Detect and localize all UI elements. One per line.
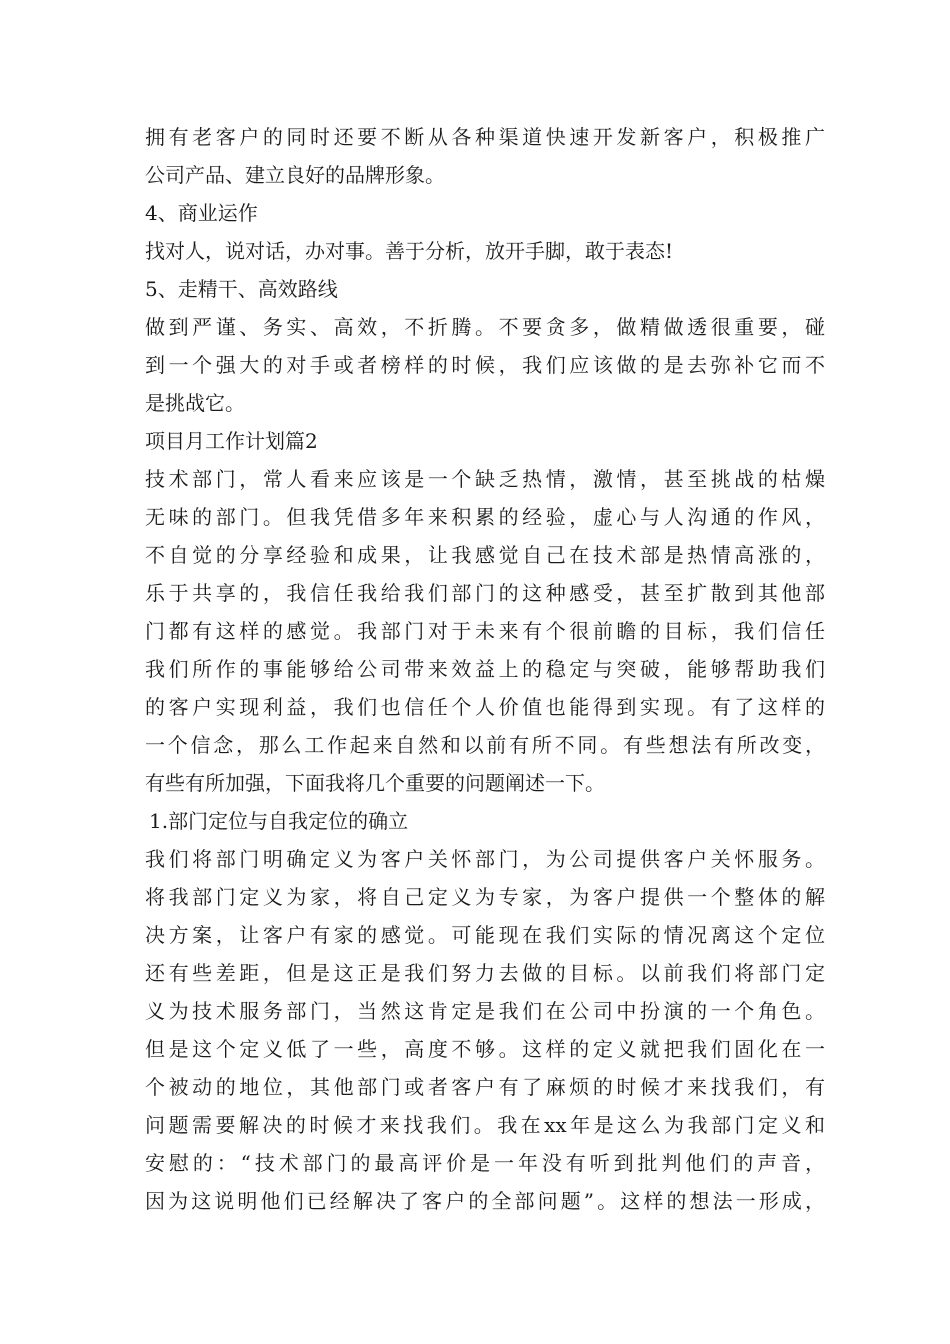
paragraph-line: 不自觉的分享经验和成果，让我感觉自己在技术部是热情高涨的， — [145, 543, 825, 567]
paragraph-line: 公司产品、建立良好的品牌形象。 — [145, 163, 445, 187]
paragraph-line: 是挑战它。 — [145, 391, 245, 415]
paragraph-line: 因为这说明他们已经解决了客户的全部问题”。这样的想法一形成， — [145, 1189, 825, 1213]
paragraph-line: 我们所作的事能够给公司带来效益上的稳定与突破，能够帮助我们 — [145, 657, 825, 681]
paragraph-line: 门都有这样的感觉。我部门对于未来有个很前瞻的目标，我们信任 — [145, 619, 825, 643]
paragraph-line: 的客户实现利益，我们也信任个人价值也能得到实现。有了这样的 — [145, 695, 825, 719]
section-heading: 4、商业运作 — [145, 201, 258, 225]
paragraph-line: 做到严谨、务实、高效，不折腾。不要贪多，做精做透很重要，碰 — [145, 315, 825, 339]
article-title: 项目月工作计划篇2 — [145, 429, 318, 453]
paragraph-line: 找对人，说对话，办对事。善于分析，放开手脚，敢于表态! — [145, 239, 674, 263]
paragraph-line: 还有些差距，但是这正是我们努力去做的目标。以前我们将部门定 — [145, 961, 825, 985]
paragraph-line: 一个信念，那么工作起来自然和以前有所不同。有些想法有所改变， — [145, 733, 825, 757]
paragraph-line: 有些有所加强，下面我将几个重要的问题阐述一下。 — [145, 771, 605, 795]
paragraph-line: 问题需要解决的时候才来找我们。我在xx年是这么为我部门定义和 — [145, 1113, 825, 1137]
paragraph-line: 拥有老客户的同时还要不断从各种渠道快速开发新客户，积极推广 — [145, 125, 825, 149]
paragraph-line: 但是这个定义低了一些，高度不够。这样的定义就把我们固化在一 — [145, 1037, 825, 1061]
paragraph-line: 义为技术服务部门，当然这肯定是我们在公司中扮演的一个角色。 — [145, 999, 825, 1023]
section-heading: 1.部门定位与自我定位的确立 — [149, 809, 409, 833]
section-heading: 5、走精干、高效路线 — [145, 277, 338, 301]
paragraph-line: 个被动的地位，其他部门或者客户有了麻烦的时候才来找我们，有 — [145, 1075, 825, 1099]
document-body — [145, 118, 825, 1220]
paragraph-line: 技术部门，常人看来应该是一个缺乏热情，激情，甚至挑战的枯燥 — [145, 467, 825, 491]
paragraph-line: 乐于共享的，我信任我给我们部门的这种感受，甚至扩散到其他部 — [145, 581, 825, 605]
paragraph-line: 到一个强大的对手或者榜样的时候，我们应该做的是去弥补它而不 — [145, 353, 825, 377]
paragraph-line: 将我部门定义为家，将自己定义为专家，为客户提供一个整体的解 — [145, 885, 825, 909]
paragraph-line: 安慰的：“技术部门的最高评价是一年没有听到批判他们的声音， — [145, 1151, 825, 1175]
paragraph-line: 决方案，让客户有家的感觉。可能现在我们实际的情况离这个定位 — [145, 923, 825, 947]
paragraph-line: 无味的部门。但我凭借多年来积累的经验，虚心与人沟通的作风， — [145, 505, 825, 529]
paragraph-line: 我们将部门明确定义为客户关怀部门，为公司提供客户关怀服务。 — [145, 847, 825, 871]
